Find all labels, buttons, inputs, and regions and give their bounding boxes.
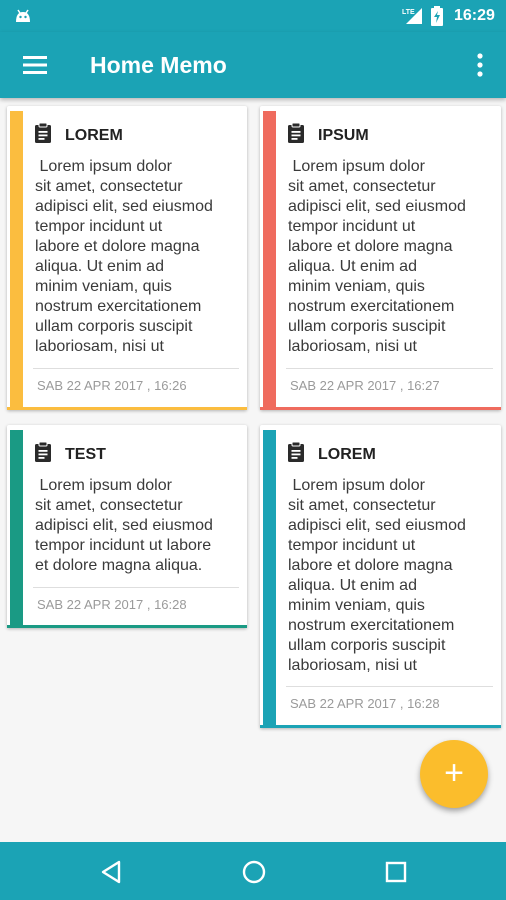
note-title: LOREM bbox=[318, 445, 376, 463]
note-card[interactable] bbox=[7, 106, 247, 410]
note-date: SAB 22 APR 2017 , 16:26 bbox=[37, 378, 187, 393]
note-color-stripe bbox=[10, 430, 23, 628]
divider bbox=[33, 368, 239, 369]
android-notification-icon bbox=[14, 8, 32, 29]
note-title: IPSUM bbox=[318, 126, 369, 144]
note-body: Lorem ipsum dolor sit amet, consectetur adipisci elit, sed eiusmod tempor incidunt ut labore et dolore magna aliqua. Ut enim ad minim veniam, quis nostrum exercitationem ullam corporis suscipit laboriosam, nisi ut bbox=[288, 477, 466, 674]
svg-text:LTE: LTE bbox=[402, 9, 415, 16]
menu-icon[interactable] bbox=[22, 54, 50, 76]
note-color-stripe bbox=[263, 111, 276, 410]
note-card[interactable] bbox=[260, 106, 501, 410]
divider bbox=[286, 368, 493, 369]
status-clock: 16:29 bbox=[454, 7, 495, 24]
add-note-button[interactable] bbox=[420, 740, 488, 808]
status-bar bbox=[0, 0, 506, 32]
note-date: SAB 22 APR 2017 , 16:28 bbox=[290, 696, 440, 711]
note-date: SAB 22 APR 2017 , 16:27 bbox=[290, 378, 440, 393]
clipboard-icon bbox=[286, 441, 306, 468]
note-color-stripe bbox=[10, 111, 23, 410]
divider bbox=[286, 686, 493, 687]
app-bar bbox=[0, 32, 506, 98]
clipboard-icon bbox=[33, 441, 53, 468]
note-card[interactable] bbox=[260, 425, 501, 728]
note-color-stripe bbox=[263, 430, 276, 728]
clipboard-icon bbox=[286, 122, 306, 149]
note-title: TEST bbox=[65, 445, 106, 463]
note-date: SAB 22 APR 2017 , 16:28 bbox=[37, 597, 187, 612]
back-icon[interactable] bbox=[97, 857, 127, 887]
recents-icon[interactable] bbox=[381, 857, 411, 887]
note-title: LOREM bbox=[65, 126, 123, 144]
note-card[interactable] bbox=[7, 425, 247, 628]
note-body: Lorem ipsum dolor sit amet, consectetur adipisci elit, sed eiusmod tempor incidunt ut labore et dolore magna aliqua. bbox=[35, 477, 213, 574]
battery-charging-icon bbox=[430, 6, 444, 31]
clipboard-icon bbox=[33, 122, 53, 149]
plus-icon: + bbox=[444, 754, 464, 792]
home-icon[interactable] bbox=[239, 857, 269, 887]
note-body: Lorem ipsum dolor sit amet, consectetur adipisci elit, sed eiusmod tempor incidunt ut labore et dolore magna aliqua. Ut enim ad minim veniam, quis nostrum exercitationem ullam corporis suscipit laboriosam, nisi ut bbox=[35, 158, 213, 355]
note-body: Lorem ipsum dolor sit amet, consectetur adipisci elit, sed eiusmod tempor incidunt ut labore et dolore magna aliqua. Ut enim ad minim veniam, quis nostrum exercitationem ullam corporis suscipit laboriosam, nisi ut bbox=[288, 158, 466, 355]
more-options-icon[interactable] bbox=[470, 52, 490, 78]
divider bbox=[33, 587, 239, 588]
app-title: Home Memo bbox=[90, 52, 227, 78]
navigation-bar bbox=[0, 842, 506, 900]
lte-signal-icon bbox=[402, 6, 424, 31]
